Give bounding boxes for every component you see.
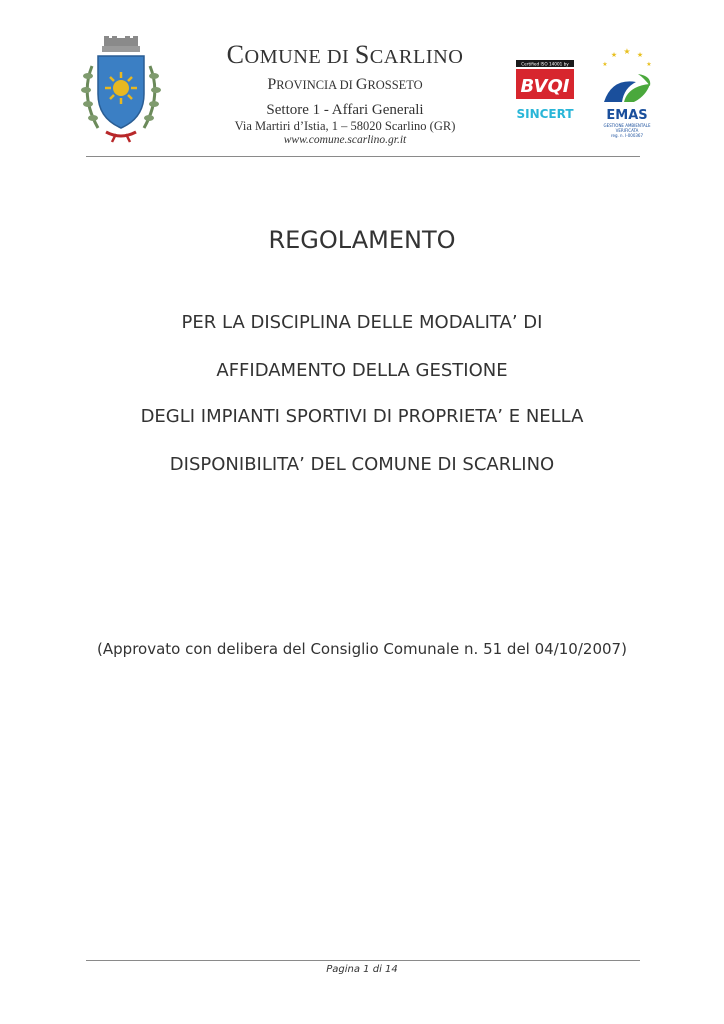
svg-text:EMAS: EMAS bbox=[606, 108, 648, 123]
province-name: PROVINCIA DI GROSSETO bbox=[267, 76, 423, 93]
svg-text:VERIFICATA: VERIFICATA bbox=[615, 128, 639, 133]
svg-text:★: ★ bbox=[602, 61, 608, 68]
svg-text:reg. n. I-000367: reg. n. I-000367 bbox=[610, 133, 644, 138]
subtitle-line: PER LA DISCIPLINA DELLE MODALITA’ DI bbox=[181, 312, 543, 333]
svg-text:GESTIONE AMBIENTALE: GESTIONE AMBIENTALE bbox=[603, 123, 651, 128]
document-title: REGOLAMENTO bbox=[268, 226, 456, 254]
approval-note: (Approvato con delibera del Consiglio Comunale n. 51 del 04/10/2007) bbox=[97, 640, 627, 658]
svg-text:SINCERT: SINCERT bbox=[516, 107, 574, 121]
emas-logo bbox=[594, 44, 660, 144]
svg-text:★: ★ bbox=[623, 47, 631, 56]
subtitle-line: DEGLI IMPIANTI SPORTIVI DI PROPRIETA’ E NELLA bbox=[140, 406, 584, 427]
header-divider bbox=[86, 156, 640, 157]
svg-text:★: ★ bbox=[610, 51, 618, 59]
svg-text:Certified ISO 14001 by: Certified ISO 14001 by bbox=[521, 61, 569, 67]
address: Via Martiri d’Istia, 1 – 58020 Scarlino (GR) bbox=[234, 119, 456, 133]
footer-divider bbox=[86, 960, 640, 961]
page-number: Pagina 1 di 14 bbox=[326, 964, 398, 975]
coat-of-arms-logo bbox=[78, 36, 164, 144]
sector-name: Settore 1 - Affari Generali bbox=[266, 102, 424, 118]
svg-text:BVQI: BVQI bbox=[520, 76, 570, 97]
subtitle-line: AFFIDAMENTO DELLA GESTIONE bbox=[216, 360, 508, 381]
bvqi-sincert-logo bbox=[514, 58, 576, 126]
subtitle-line: DISPONIBILITA’ DEL COMUNE DI SCARLINO bbox=[169, 454, 555, 475]
website-link[interactable]: www.comune.scarlino.gr.it bbox=[283, 134, 407, 146]
svg-text:★: ★ bbox=[636, 51, 644, 59]
municipality-title: COMUNE DI SCARLINO bbox=[226, 40, 464, 69]
svg-text:★: ★ bbox=[646, 61, 652, 68]
